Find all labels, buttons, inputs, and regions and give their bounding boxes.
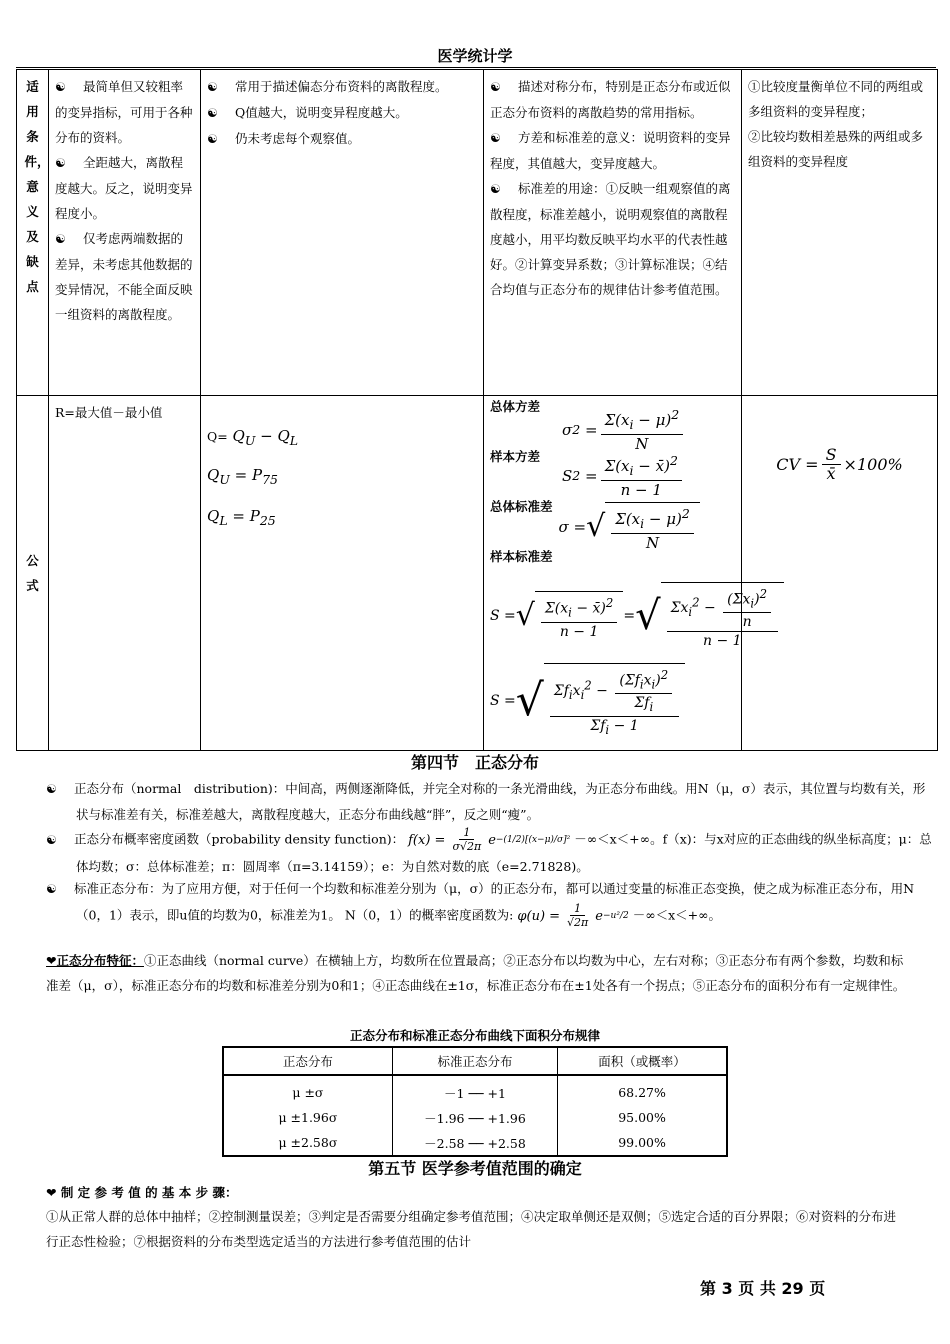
formula-ql: $Q_L = P_{25}$ [207, 507, 276, 528]
yin-yang-icon: ☯ [55, 156, 66, 170]
row-label-formula: 公式 [17, 396, 49, 751]
list-item: ☯ 描述对称分布，特别是正态分布或近似正态分布资料的离散趋势的常用指标。 [490, 74, 735, 125]
section5-title: 第五节 医学参考值范围的确定 [368, 1159, 582, 1178]
formula-cv: CV = $\frac{S}{x̄}$ ×100% [776, 445, 903, 483]
list-item: ☯ Q值越大，说明变异程度越大。 [207, 100, 477, 126]
formula-sample-variance: 样本方差 S 2 = $\frac{\Sigma(x_i - x̄)^2}{n - 1}$ [490, 448, 735, 498]
yin-yang-icon: ☯ [207, 132, 218, 146]
paragraph-standard-normal: ☯ 标准正态分布：为了应用方便，对于任何一个均数和标准差分别为（μ，σ）的正态分布，都可以通过变量的标准正态变换，使之成为标准正态分布，用N（0，1）表示，即u值的均数为0，标准差为1。 N（0，1）的概率密度函数为: φ(u) = $\frac{1}{√2\pi}$ e −u²/2 －∞＜x＜+∞。 [46, 876, 934, 930]
list-item: ☯ 最简单但又较粗率的变异指标，可用于各种分布的资料。 [55, 74, 194, 150]
yin-yang-icon: ☯ [490, 80, 501, 94]
list-item: ☯ 仅考虑两端数据的差异，未考虑其他数据的变异情况，不能全面反映一组资料的离散程度。 [55, 226, 194, 327]
formula-qu: $Q_U = P_{75}$ [207, 466, 278, 487]
steps-label: ❤ 制 定 参 考 值 的 基 本 步 骤： [46, 1185, 238, 1200]
table-row: μ ±1.96σ －1.96 ── +1.96 95.00% [223, 1105, 727, 1130]
features-label: ❤正态分布特征： [46, 953, 144, 968]
formula-population-sd: 总体标准差 σ = √ $\frac{\Sigma(x_i - \mu)^2}{N}$ [490, 498, 735, 548]
yin-yang-icon: ☯ [46, 782, 57, 796]
cell-quartile-formula [201, 396, 484, 751]
paragraph-normal-features: ❤正态分布特征：①正态曲线（normal curve）在横轴上方，均数所在位置最高；②正态分布以均数为中心，左右对称；③正态分布有两个参数，均数和标准差（μ，σ），标准正态分布的均数和标准差分别为0和1；④正态曲线在±1σ，标准正态分布在±1处各有一个拐点；⑤正态分布的面积分布有一定规律性。 [46, 953, 906, 993]
area-distribution-table [222, 1046, 728, 1157]
list-item: ②比较均数相差悬殊的两组或多组资料的变异程度 [748, 129, 924, 169]
cell-range-usage [49, 70, 201, 396]
table-row-usage [17, 70, 938, 396]
header-area: 面积（或概率） [558, 1047, 727, 1075]
list-item: ☯ 全距越大，离散程度越大。反之，说明变异程度小。 [55, 150, 194, 226]
formula-standard-normal-pdf: φ(u) = $\frac{1}{√2\pi}$ e −u²/2 [517, 902, 629, 929]
cell-sd-usage [484, 70, 742, 396]
page-number: 第 3 页 共 29 页 [700, 1279, 826, 1298]
steps-text: ①从正常人群的总体中抽样；②控制测量误差；③判定是否需要分组确定参考值范围；④决定取单侧还是双侧；⑤选定合适的百分界限；⑥对资料的分布进行正态性检验；⑦根据资料的分布类型选定适当的方法进行参考值范围的估计 [46, 1209, 897, 1249]
formula-q: $Q= Q_U - Q_L$ [207, 427, 299, 448]
formula-sample-sd: S = √ $\frac{\Sigma(x_i - x̄)^2}{n - 1}$ = √ $\Sigma x_i^2$ − $\frac{(\Sigma x_i)^2}{n}$ n − 1 [490, 576, 735, 656]
yin-yang-icon: ☯ [207, 80, 218, 94]
formula-sample-sd-label: 样本标准差 [490, 549, 553, 564]
cell-cv-formula [742, 396, 938, 751]
yin-yang-icon: ☯ [207, 106, 218, 120]
table-row-formula [17, 396, 938, 751]
table-header-row [223, 1047, 727, 1075]
formula-weighted-sd: S = √ $\Sigma f_ix_i^2$ − $\frac{(\Sigma f_ix_i)^2}{\Sigma f_i}$ $\Sigma f_i - 1$ [490, 656, 735, 746]
yin-yang-icon: ☯ [46, 882, 57, 896]
yin-yang-icon: ☯ [490, 182, 501, 196]
dispersion-indicator-table [16, 69, 938, 751]
list-item: ☯ 常用于描述偏态分布资料的离散程度。 [207, 74, 477, 100]
table-row: μ ±2.58σ －2.58 ── +2.58 99.00% [223, 1130, 727, 1156]
formula-population-variance: 总体方差 σ 2 = $\frac{\Sigma(x_i - \mu)^2}{N}$ [490, 398, 735, 448]
cell-sd-formula [484, 396, 768, 751]
cell-cv-usage [742, 70, 938, 396]
yin-yang-icon: ☯ [55, 232, 66, 246]
header-normal: 正态分布 [223, 1047, 392, 1075]
area-table-title: 正态分布和标准正态分布曲线下面积分布规律 [349, 1028, 600, 1043]
cell-quartile-usage [201, 70, 484, 396]
yin-yang-icon: ☯ [490, 131, 501, 145]
page-header-title: 医学统计学 [437, 47, 513, 65]
header-standard-normal: 标准正态分布 [392, 1047, 557, 1075]
section4-title: 第四节 正态分布 [410, 753, 539, 772]
formula-normal-pdf: f(x) = $\frac{1}{\sigma√2\pi}$ e −(1/2)[(x−μ)/σ]² [408, 826, 571, 853]
header-rule [16, 67, 936, 68]
table-row: μ ±σ －1 ── +1 68.27% [223, 1075, 727, 1105]
cell-range-formula: R=最大值－最小值 [49, 396, 201, 751]
list-item: ☯ 仍未考虑每个观察值。 [207, 126, 477, 152]
paragraph-normal-distribution: ☯ 正态分布（normal distribution)：中间高，两侧逐渐降低，并完全对称的一条光滑曲线，为正态分布曲线。用N（μ，σ）表示，其位置与均数有关，形状与标准差有关，标准差越大，离散程度越大，正态分布曲线越“胖”，反之则“瘦”。 [46, 776, 934, 827]
paragraph-density-function: ☯ 正态分布概率密度函数（probability density function)： f(x) = $\frac{1}{\sigma√2\pi}$ e −(1/2)[(x−μ)/σ]² －∞＜x＜+∞。f（x)：与x对应的正态曲线的纵坐标高度；μ：总体均数；σ：总体标准差；π：圆周率（π=3.14159）；e：为自然对数的底（e=2.71828)。 [46, 826, 932, 874]
list-item: ①比较度量衡单位不同的两组或多组资料的变异程度； [748, 79, 924, 119]
yin-yang-icon: ☯ [55, 80, 66, 94]
row-label-usage: 适用条件，意义及缺点 [17, 70, 49, 396]
list-item: ☯ 方差和标准差的意义：说明资料的变异程度，其值越大，变异度越大。 [490, 125, 735, 176]
yin-yang-icon: ☯ [46, 832, 57, 847]
list-item: ☯ 标准差的用途：①反映一组观察值的离散程度，标准差越小，说明观察值的离散程度越小，用平均数反映平均水平的代表性越好。②计算变异系数；③计算标准误；④结合均值与正态分布的规律估计参考值范围。 [490, 176, 735, 302]
